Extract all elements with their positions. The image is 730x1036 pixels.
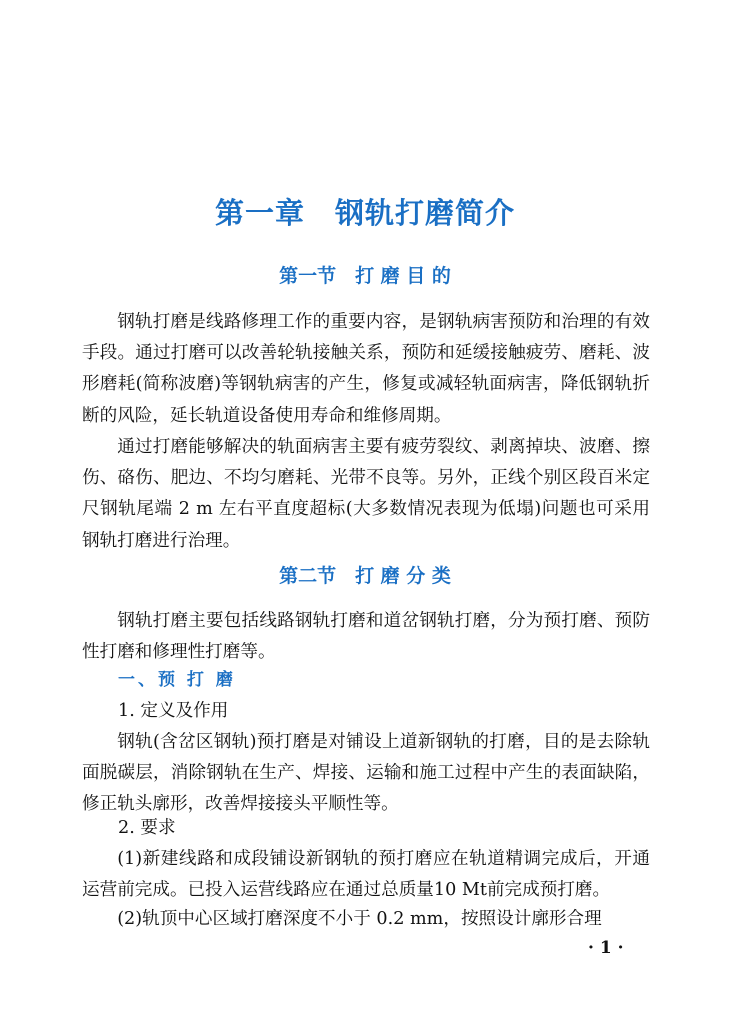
item-definition-heading: 1. 定义及作用 xyxy=(118,701,229,721)
paragraph-surface-defects: 通过打磨能够解决的轨面病害主要有疲劳裂纹、剥离掉块、波磨、擦伤、硌伤、肥边、不均匀磨耗、光带不良等。另外，正线个别区段百米定尺钢轨尾端 2 m 左右平直度超标(大多数情况表现为低塌)问题也可采用钢轨打磨进行治理。 xyxy=(82,437,650,551)
chapter-title: 第一章 钢轨打磨简介 xyxy=(214,196,515,230)
section-title-classification: 第二节 打 磨 分 类 xyxy=(279,565,451,587)
section-title-purpose: 第一节 打 磨 目 的 xyxy=(279,265,451,287)
subsection-heading-pre-grinding: 一、预 打 磨 xyxy=(118,670,236,690)
paragraph-grinding-types: 钢轨打磨主要包括线路钢轨打磨和道岔钢轨打磨，分为预打磨、预防性打磨和修理性打磨等。 xyxy=(82,611,650,663)
paragraph-requirement-1: (1)新建线路和成段铺设新钢轨的预打磨应在轨道精调完成后，开通运营前完成。已投入运营线路应在通过总质量10 Mt前完成预打磨。 xyxy=(82,849,650,901)
page-number: · 1 · xyxy=(588,938,624,958)
paragraph-requirement-2: (2)轨顶中心区域打磨深度不小于 0.2 mm，按照设计廓形合理 xyxy=(117,909,602,929)
paragraph-grinding-importance: 钢轨打磨是线路修理工作的重要内容，是钢轨病害预防和治理的有效手段。通过打磨可以改善轮轨接触关系，预防和延缓接触疲劳、磨耗、波形磨耗(简称波磨)等钢轨病害的产生，修复或减轻轨面病害，降低钢轨折断的风险，延长轨道设备使用寿命和维修周期。 xyxy=(82,312,650,426)
paragraph-pre-grinding-definition: 钢轨(含岔区钢轨)预打磨是对铺设上道新钢轨的打磨，目的是去除轨面脱碳层，消除钢轨在生产、焊接、运输和施工过程中产生的表面缺陷，修正轨头廓形，改善焊接接头平顺性等。 xyxy=(82,732,650,815)
item-requirements-heading: 2. 要求 xyxy=(118,818,176,838)
